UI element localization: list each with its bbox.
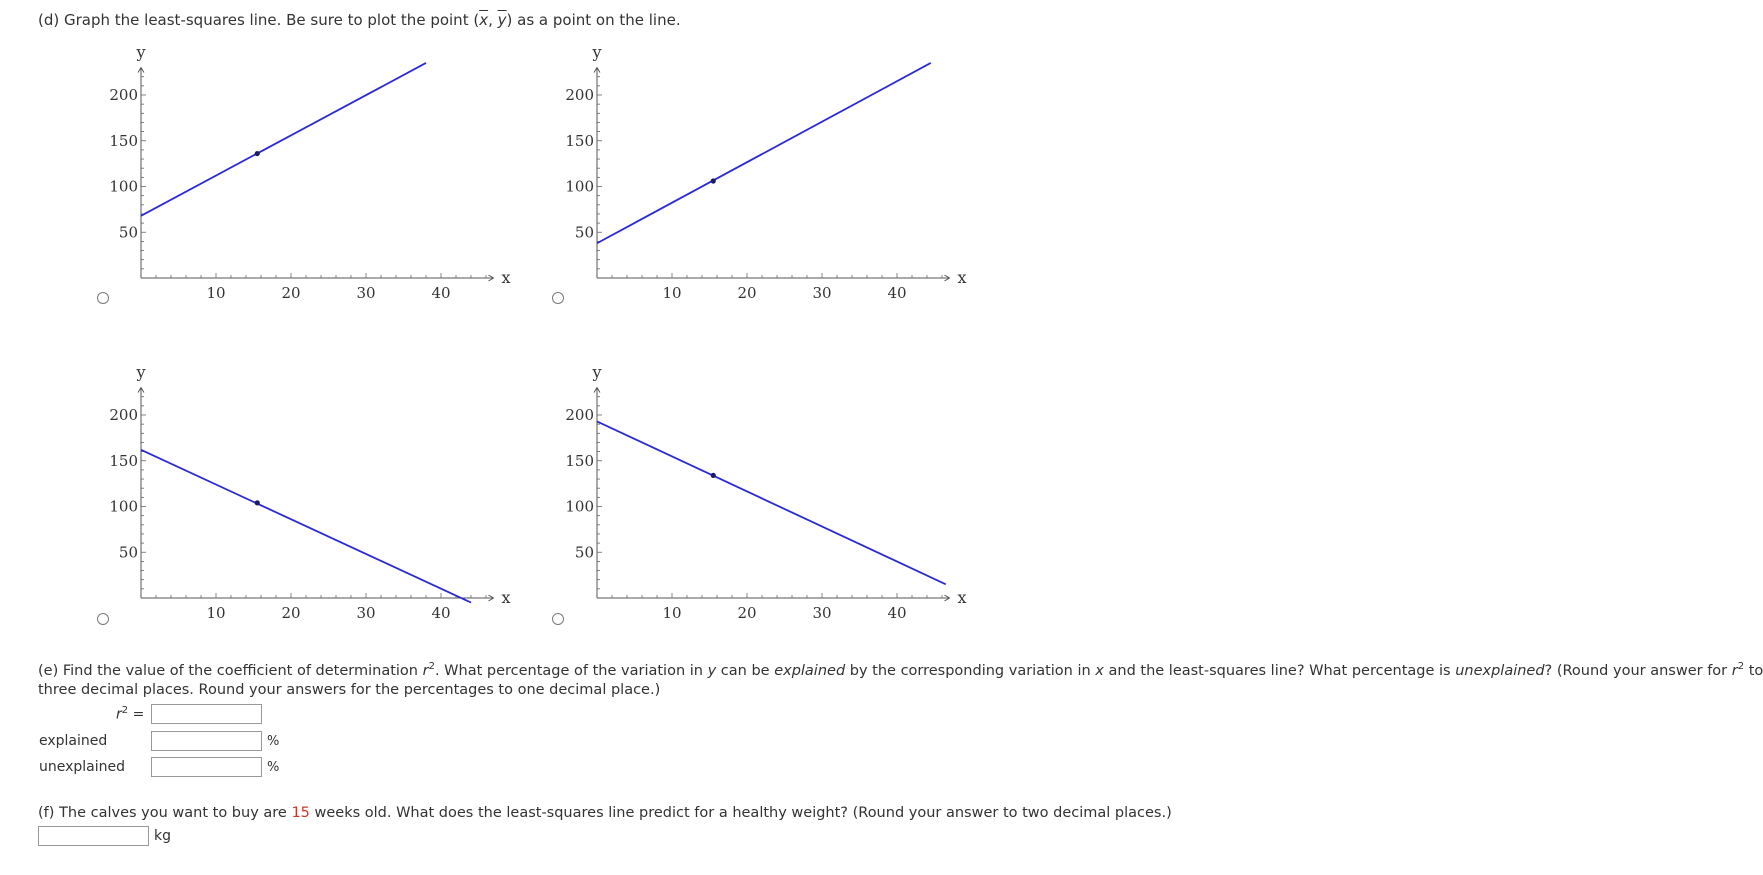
y-axis-label: y bbox=[136, 42, 146, 62]
least-squares-line bbox=[597, 63, 931, 243]
x-bar: $\overline{x}$ bbox=[479, 11, 489, 29]
part-e-text-c: can be bbox=[716, 662, 775, 679]
x-tick-label: 40 bbox=[431, 284, 451, 302]
explained-word: explained bbox=[774, 662, 846, 679]
part-e-text-d: by the corresponding variation in bbox=[845, 662, 1096, 679]
part-f-prompt bbox=[38, 805, 1172, 821]
y-symbol: y bbox=[707, 662, 717, 679]
squared-sup-2: 2 bbox=[1737, 661, 1745, 672]
y-tick-label: 50 bbox=[118, 223, 138, 242]
x-tick-label: 20 bbox=[281, 604, 301, 622]
x-tick-label: 40 bbox=[887, 604, 907, 622]
option-3-radio[interactable] bbox=[97, 613, 109, 625]
mean-point bbox=[255, 500, 260, 505]
y-tick-label: 150 bbox=[109, 451, 138, 470]
unexplained-word: unexplained bbox=[1455, 662, 1545, 679]
r2-label-sup: 2 bbox=[121, 705, 129, 716]
part-d-prefix: (d) Graph the least-squares line. Be sure to plot the point ( bbox=[38, 11, 480, 29]
y-tick-label: 100 bbox=[565, 177, 594, 196]
x-axis-label: x bbox=[501, 588, 511, 607]
part-e-text-f: ? (Round your answer for bbox=[1544, 662, 1732, 679]
y-tick-label: 200 bbox=[565, 406, 594, 424]
unexplained-input[interactable] bbox=[151, 757, 262, 777]
y-tick-label: 200 bbox=[109, 86, 138, 104]
y-tick-label: 50 bbox=[118, 543, 138, 562]
part-e-prompt-line2: three decimal places. Round your answers for the percentages to one decimal place.) bbox=[38, 682, 661, 698]
mean-point bbox=[711, 178, 716, 183]
x-axis-label: x bbox=[501, 268, 511, 287]
y-tick-label: 100 bbox=[109, 497, 138, 516]
x-axis-label: x bbox=[957, 588, 967, 607]
y-tick-label: 50 bbox=[574, 543, 594, 562]
weight-input[interactable] bbox=[38, 826, 149, 846]
explained-label: explained bbox=[39, 733, 108, 749]
mean-point bbox=[711, 473, 716, 478]
option-2-radio[interactable] bbox=[552, 292, 564, 304]
x-tick-label: 30 bbox=[356, 284, 376, 302]
x-tick-label: 10 bbox=[662, 284, 682, 302]
part-d-prompt bbox=[38, 11, 681, 29]
option-1-radio[interactable] bbox=[97, 292, 109, 304]
y-axis-label: y bbox=[592, 42, 602, 62]
r-symbol: r bbox=[422, 662, 429, 679]
x-tick-label: 20 bbox=[281, 284, 301, 302]
x-tick-label: 10 bbox=[662, 604, 682, 622]
x-tick-label: 10 bbox=[206, 604, 226, 622]
y-axis-label: y bbox=[592, 362, 602, 382]
y-tick-label: 100 bbox=[109, 177, 138, 196]
r-symbol-2: r bbox=[1731, 662, 1738, 679]
weeks-value: 15 bbox=[291, 805, 310, 821]
y-tick-label: 50 bbox=[574, 223, 594, 242]
part-f-text-b: weeks old. What does the least-squares line predict for a healthy weight? (Round your answer to two decimal places.) bbox=[309, 805, 1172, 821]
part-e-text-a: (e) Find the value of the coefficient of determination bbox=[38, 662, 423, 679]
x-tick-label: 20 bbox=[737, 284, 757, 302]
x-tick-label: 40 bbox=[431, 604, 451, 622]
unexplained-label: unexplained bbox=[39, 759, 126, 775]
explained-input[interactable] bbox=[151, 731, 262, 751]
r2-input[interactable] bbox=[151, 704, 262, 724]
part-e-prompt bbox=[38, 661, 1763, 679]
explained-percent: % bbox=[267, 734, 280, 749]
y-tick-label: 200 bbox=[565, 86, 594, 104]
y-tick-label: 150 bbox=[565, 131, 594, 150]
part-e-text-e: and the least-squares line? What percentage is bbox=[1103, 662, 1456, 679]
y-tick-label: 200 bbox=[109, 406, 138, 424]
weight-unit: kg bbox=[154, 828, 171, 844]
x-axis-label: x bbox=[957, 268, 967, 287]
squared-sup: 2 bbox=[428, 661, 435, 672]
part-e-text-b: . What percentage of the variation in bbox=[434, 662, 708, 679]
r2-label bbox=[116, 705, 144, 723]
part-f-text-a: (f) The calves you want to buy are bbox=[38, 805, 292, 821]
graph-option-2 bbox=[565, 28, 967, 308]
part-d-suffix: ) as a point on the line. bbox=[506, 11, 681, 29]
y-tick-label: 100 bbox=[565, 497, 594, 516]
r2-label-r: r bbox=[116, 706, 122, 723]
mean-point bbox=[255, 151, 260, 156]
y-tick-label: 150 bbox=[109, 131, 138, 150]
x-symbol: x bbox=[1095, 662, 1104, 679]
unexplained-percent: % bbox=[267, 760, 280, 775]
graph-option-3 bbox=[109, 348, 511, 628]
x-tick-label: 30 bbox=[812, 604, 832, 622]
least-squares-line bbox=[597, 421, 946, 584]
part-d-sep: , bbox=[488, 11, 498, 29]
graph-option-1 bbox=[109, 28, 511, 308]
x-tick-label: 30 bbox=[812, 284, 832, 302]
y-axis-label: y bbox=[136, 362, 146, 382]
x-tick-label: 10 bbox=[206, 284, 226, 302]
y-tick-label: 150 bbox=[565, 451, 594, 470]
graph-option-4 bbox=[565, 348, 967, 628]
y-bar: $\overline{y}$ bbox=[497, 11, 507, 29]
r2-label-eq: = bbox=[132, 706, 145, 723]
x-tick-label: 40 bbox=[887, 284, 907, 302]
x-tick-label: 30 bbox=[356, 604, 376, 622]
least-squares-line bbox=[141, 63, 426, 216]
least-squares-line bbox=[141, 450, 471, 603]
part-e-text-g: to bbox=[1744, 662, 1763, 679]
x-tick-label: 20 bbox=[737, 604, 757, 622]
option-4-radio[interactable] bbox=[552, 613, 564, 625]
